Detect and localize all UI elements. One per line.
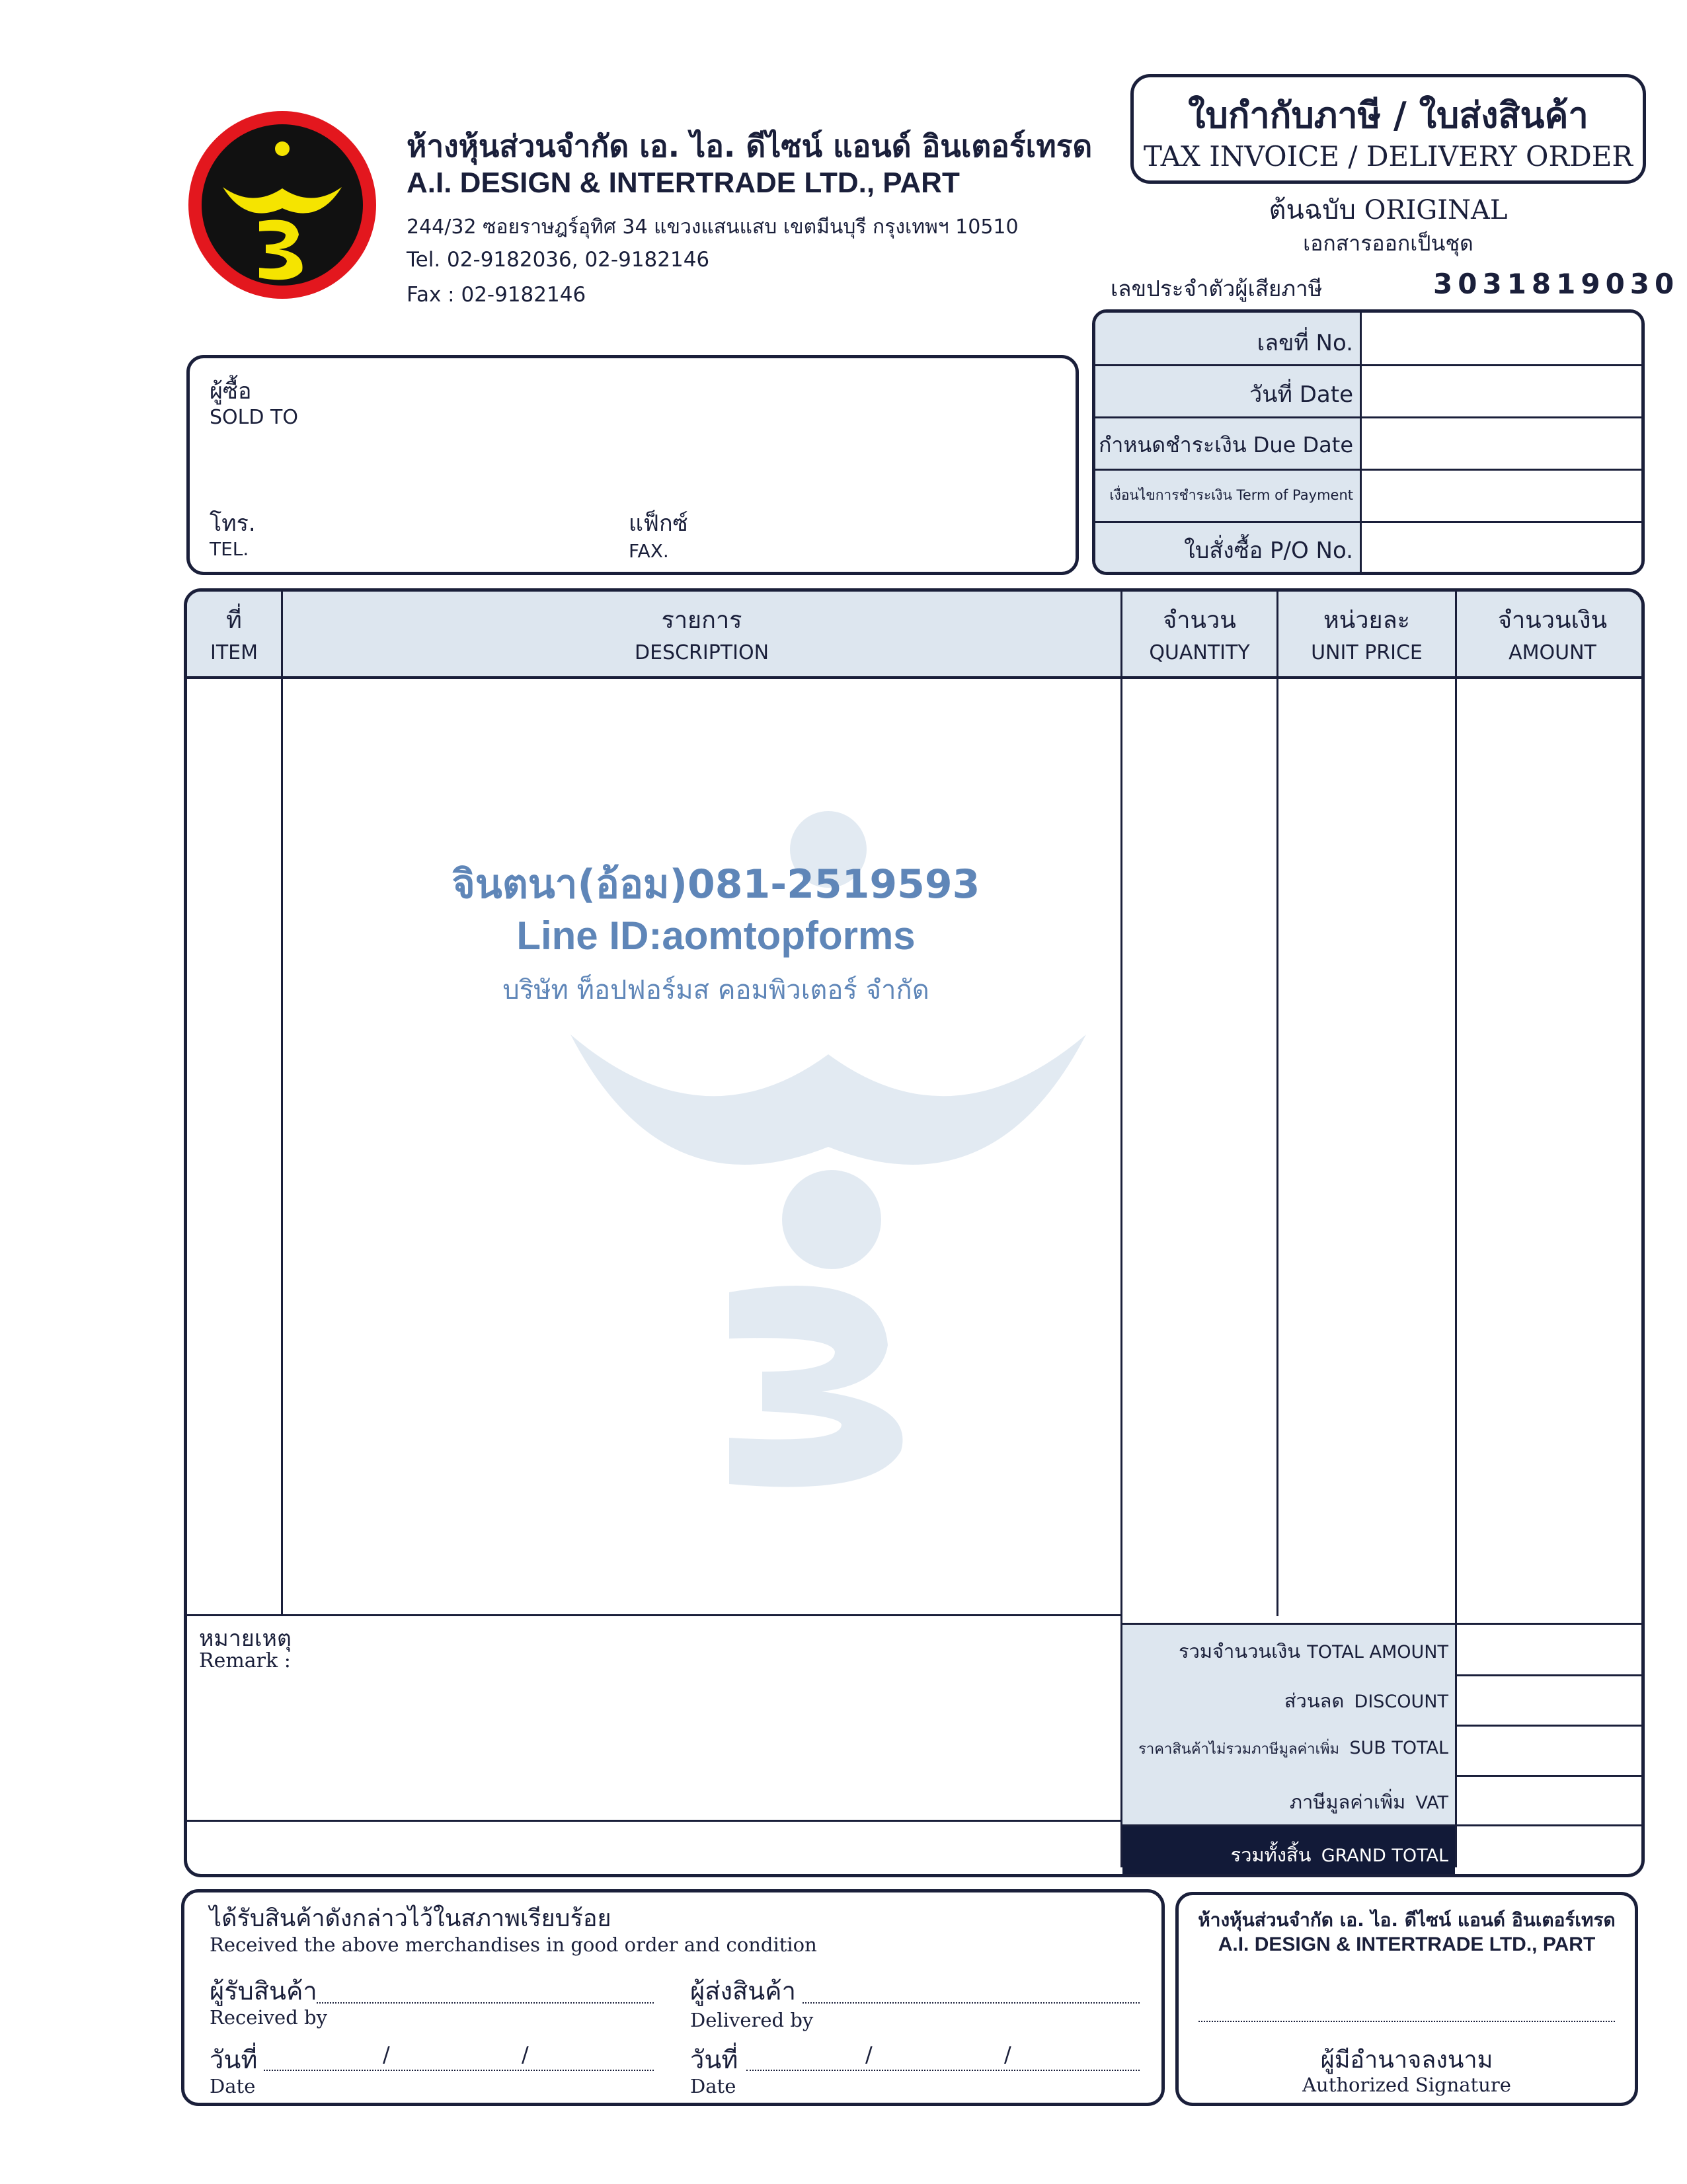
remark-field[interactable] [319,1623,1106,1808]
delivered-date-slash-2: / [1004,2042,1011,2067]
signature-company-en: A.I. DESIGN & INTERTRADE LTD., PART [1218,1933,1596,1955]
total-amount-label-th: รวมจำนวนเงิน [1179,1640,1301,1662]
info-value-date[interactable] [1368,376,1632,409]
col-header-description [283,601,1120,664]
company-logo [186,109,378,301]
col-header-amount-en: AMOUNT [1509,641,1596,664]
sold-to-label-en: SOLD TO [210,406,298,429]
received-date-label-th: วันที่ [210,2045,258,2074]
vat-value[interactable] [1460,1780,1638,1820]
info-row-no: เลขที่ No. [1257,330,1353,356]
logo-emblem-icon [186,109,378,301]
signature-box [1175,1892,1638,2106]
watermark-line1: จินตนา(อ้อม)081-2519593 [451,861,980,908]
remark-label-th: หมายเหตุ [199,1625,292,1652]
discount-value[interactable] [1460,1679,1638,1719]
original-label: ต้นฉบับ ORIGINAL [1269,195,1508,225]
info-row-term: เงื่อนไขการชำระเงิน Term of Payment [1109,487,1353,503]
vat-label-en: VAT [1415,1793,1448,1813]
discount-label-en: DISCOUNT [1354,1692,1448,1712]
delivered-date-field[interactable] [746,2046,1140,2071]
received-date-slash-1: / [383,2042,390,2067]
taxid-label: เลขประจำตัวผู้เสียภาษี [1111,276,1323,301]
col-header-amount [1457,601,1645,664]
delivered-by-field[interactable] [803,1978,1140,2004]
subtotal-value[interactable] [1460,1730,1638,1770]
tel-label-th: โทร. [210,510,256,537]
authorized-signature-field[interactable] [1198,2001,1615,2022]
subtotal-label [1122,1737,1448,1760]
col-header-description-en: DESCRIPTION [634,641,769,664]
info-row-date: วันที่ Date [1249,381,1353,408]
received-by-field[interactable] [317,1978,654,2004]
info-value-po[interactable] [1368,532,1632,565]
taxid-value: 3031819030 [1433,268,1680,300]
watermark-line2: Line ID:aomtopforms [516,914,916,958]
company-tel: Tel. 02-9182036, 02-9182146 [407,248,710,272]
company-name-en: A.I. DESIGN & INTERTRADE LTD., PART [407,167,960,199]
col-header-item-th: ที่ [226,607,242,634]
document-title-box [1130,74,1646,184]
received-date-label-en: Date [210,2075,256,2097]
company-name-th: ห้างหุ้นส่วนจำกัด เอ. ไอ. ดีไซน์ แอนด์ อินเตอร์เทรด [407,128,1093,164]
grand-total-label [1122,1840,1448,1870]
company-fax: Fax : 02-9182146 [407,283,586,307]
fax-label-th: แฟ็กซ์ [629,510,688,537]
receipt-title-en: Received the above merchandises in good order and condition [210,1933,817,1956]
info-value-no[interactable] [1368,325,1632,358]
col-header-item [187,601,281,664]
delivered-date-label-th: วันที่ [690,2045,738,2074]
receipt-title-th: ได้รับสินค้าดังกล่าวไว้ในสภาพเรียบร้อย [210,1905,611,1932]
grand-total-value[interactable] [1460,1831,1638,1871]
total-amount-value[interactable] [1460,1629,1638,1669]
col-header-unit-price-th: หน่วยละ [1323,607,1411,634]
info-value-term[interactable] [1368,479,1632,512]
delivered-by-label-en: Delivered by [690,2009,814,2031]
col-header-quantity-en: QUANTITY [1149,641,1250,664]
buyer-box [186,355,1079,575]
received-by-label-th: ผู้รับสินค้า [210,1976,317,2006]
info-value-due-date[interactable] [1368,428,1632,461]
remark-label-en: Remark : [199,1649,291,1672]
col-header-amount-th: จำนวนเงิน [1497,607,1608,634]
watermark-line3: บริษัท ท็อปฟอร์มส คอมพิวเตอร์ จำกัด [502,975,929,1005]
receipt-box [181,1889,1165,2106]
document-title-th: ใบกำกับภาษี / ใบส่งสินค้า [1188,95,1589,136]
delivered-by-label-th: ผู้ส่งสินค้า [690,1976,796,2006]
authorized-label-th: ผู้มีอำนาจลงนาม [1320,2047,1493,2074]
authorized-label-en: Authorized Signature [1302,2074,1511,2096]
delivered-date-slash-1: / [865,2042,873,2067]
vat-label [1122,1787,1448,1817]
info-row-po: ใบสั่งซื้อ P/O No. [1184,537,1353,564]
received-date-field[interactable] [264,2046,654,2071]
info-row-due-date: กำหนดชำระเงิน Due Date [1098,432,1353,457]
tel-field[interactable] [289,507,593,560]
discount-label [1122,1686,1448,1716]
vat-label-th: ภาษีมูลค่าเพิ่ม [1289,1791,1406,1813]
total-amount-label-en: TOTAL AMOUNT [1307,1642,1448,1662]
discount-label-th: ส่วนลด [1284,1690,1345,1712]
col-header-unit-price [1278,601,1455,664]
items-table [184,588,1645,1877]
signature-company-th: ห้างหุ้นส่วนจำกัด เอ. ไอ. ดีไซน์ แอนด์ อินเตอร์เทรด [1198,1909,1616,1931]
col-header-quantity [1122,601,1276,664]
document-title-en: TAX INVOICE / DELIVERY ORDER [1143,140,1633,173]
col-header-quantity-th: จำนวน [1163,607,1236,634]
grand-total-label-th: รวมทั้งสิ้น [1230,1844,1312,1866]
fax-field[interactable] [719,507,1049,560]
sold-to-field[interactable] [362,371,1056,504]
col-header-unit-price-en: UNIT PRICE [1311,641,1423,664]
sold-to-label-th: ผู้ซื้อ [210,378,252,405]
delivered-date-label-en: Date [690,2075,736,2097]
set-note: เอกสารออกเป็นชุด [1303,231,1473,256]
subtotal-label-en: SUB TOTAL [1349,1738,1448,1758]
fax-label-en: FAX. [629,540,669,562]
info-fields-box [1092,309,1645,575]
received-by-label-en: Received by [210,2006,327,2029]
tel-label-en: TEL. [210,538,249,560]
col-header-item-en: ITEM [210,641,258,664]
col-header-description-th: รายการ [661,607,742,634]
company-address: 244/32 ซอยราษฎร์อุทิศ 34 แขวงแสนแสบ เขตมีนบุรี กรุงเทพฯ 10510 [407,215,1019,239]
subtotal-label-th: ราคาสินค้าไม่รวมภาษีมูลค่าเพิ่ม [1138,1741,1340,1758]
total-amount-label [1122,1636,1448,1666]
received-date-slash-2: / [522,2042,529,2067]
grand-total-label-en: GRAND TOTAL [1321,1846,1448,1866]
